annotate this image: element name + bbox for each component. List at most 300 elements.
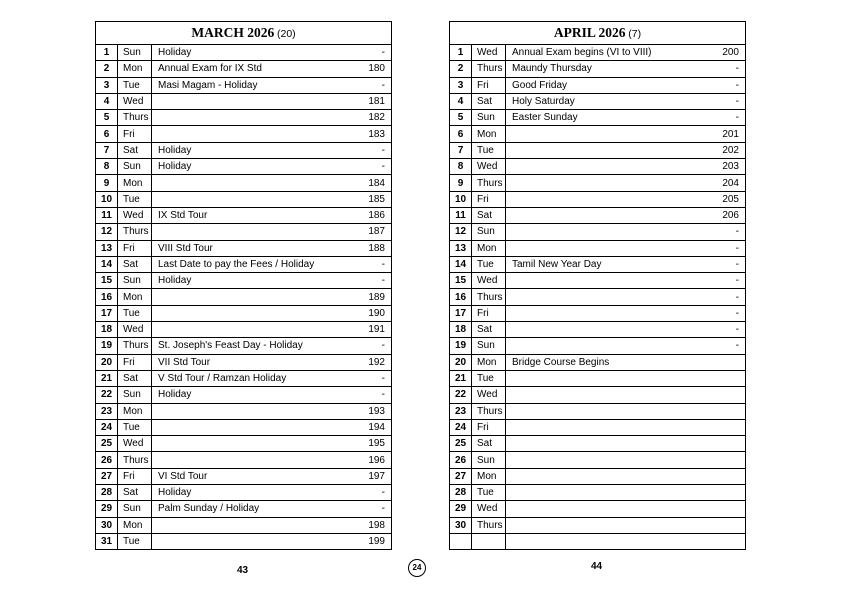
working-day-count: 193 (351, 403, 391, 419)
weekday: Wed (472, 45, 506, 61)
event-text (506, 289, 706, 305)
weekday: Wed (118, 207, 152, 223)
event-text: Holiday (152, 273, 352, 289)
weekday: Sun (118, 45, 152, 61)
event-text (152, 224, 352, 240)
weekday: Sat (472, 207, 506, 223)
date-number: 20 (96, 354, 118, 370)
weekday: Fri (118, 126, 152, 142)
table-row (450, 517, 746, 533)
weekday: Sat (472, 436, 506, 452)
weekday: Thurs (118, 110, 152, 126)
weekday: Thurs (472, 175, 506, 191)
date-number: 29 (96, 501, 118, 517)
table-row (96, 93, 392, 109)
event-text: Tamil New Year Day (506, 256, 706, 272)
month-title: MARCH 2026 (191, 25, 275, 40)
weekday: Fri (472, 305, 506, 321)
weekday: Wed (118, 436, 152, 452)
weekday: Sun (472, 338, 506, 354)
weekday: Mon (118, 61, 152, 77)
table-row (450, 77, 746, 93)
working-day-count (705, 419, 745, 435)
weekday: Fri (472, 419, 506, 435)
table-row (450, 419, 746, 435)
table-row (450, 322, 746, 338)
table-row (96, 403, 392, 419)
date-number: 14 (96, 256, 118, 272)
event-text: VI Std Tour (152, 468, 352, 484)
working-day-count (705, 517, 745, 533)
weekday: Thurs (472, 61, 506, 77)
date-number: 5 (450, 110, 472, 126)
date-number: 19 (96, 338, 118, 354)
working-day-count: 191 (351, 322, 391, 338)
date-number: 2 (96, 61, 118, 77)
date-number: 23 (96, 403, 118, 419)
working-day-count: - (705, 61, 745, 77)
weekday: Tue (472, 256, 506, 272)
working-day-count (705, 533, 745, 549)
table-row (450, 61, 746, 77)
date-number: 25 (96, 436, 118, 452)
table-row (96, 419, 392, 435)
working-day-count: 200 (705, 45, 745, 61)
event-text (506, 452, 706, 468)
event-text (506, 436, 706, 452)
weekday: Tue (472, 370, 506, 386)
working-day-count (705, 468, 745, 484)
date-number: 21 (96, 370, 118, 386)
event-text: Bridge Course Begins (506, 354, 706, 370)
working-day-count (705, 485, 745, 501)
weekday: Mon (472, 126, 506, 142)
table-row (96, 110, 392, 126)
date-number: 16 (450, 289, 472, 305)
march-calendar-table (95, 21, 392, 550)
weekday: Mon (118, 175, 152, 191)
weekday: Sun (118, 273, 152, 289)
date-number: 24 (450, 419, 472, 435)
date-number: 1 (96, 45, 118, 61)
working-day-count (705, 387, 745, 403)
working-day-count (705, 403, 745, 419)
table-row (450, 175, 746, 191)
weekday: Sat (118, 142, 152, 158)
table-row (96, 159, 392, 175)
event-text: Palm Sunday / Holiday (152, 501, 352, 517)
date-number: 22 (450, 387, 472, 403)
weekday: Mon (472, 354, 506, 370)
event-text (506, 224, 706, 240)
date-number: 24 (96, 419, 118, 435)
weekday: Tue (118, 77, 152, 93)
working-day-count: - (351, 256, 391, 272)
working-day-count: 206 (705, 207, 745, 223)
weekday: Mon (472, 468, 506, 484)
working-day-count: 181 (351, 93, 391, 109)
working-day-count: - (705, 322, 745, 338)
weekday: Thurs (472, 403, 506, 419)
table-row (96, 370, 392, 386)
event-text (152, 305, 352, 321)
event-text (152, 93, 352, 109)
weekday: Wed (472, 159, 506, 175)
event-text (506, 517, 706, 533)
table-row (450, 533, 746, 549)
table-row (96, 533, 392, 549)
working-day-count: 187 (351, 224, 391, 240)
table-row (450, 468, 746, 484)
working-day-count: - (351, 142, 391, 158)
event-text (506, 207, 706, 223)
weekday: Tue (118, 419, 152, 435)
table-row (96, 501, 392, 517)
event-text (152, 436, 352, 452)
weekday: Wed (472, 273, 506, 289)
table-row (450, 256, 746, 272)
event-text (506, 370, 706, 386)
table-row (450, 305, 746, 321)
date-number: 22 (96, 387, 118, 403)
event-text (152, 452, 352, 468)
date-number: 6 (450, 126, 472, 142)
date-number: 6 (96, 126, 118, 142)
date-number: 11 (450, 207, 472, 223)
event-text (506, 468, 706, 484)
date-number: 4 (450, 93, 472, 109)
table-row (450, 501, 746, 517)
event-text: VIII Std Tour (152, 240, 352, 256)
event-text (152, 517, 352, 533)
working-day-count: 180 (351, 61, 391, 77)
event-text (506, 403, 706, 419)
table-row (450, 387, 746, 403)
date-number: 15 (96, 273, 118, 289)
event-text: St. Joseph's Feast Day - Holiday (152, 338, 352, 354)
table-row (96, 207, 392, 223)
date-number: 28 (450, 485, 472, 501)
working-day-count: 201 (705, 126, 745, 142)
event-text (506, 533, 706, 549)
date-number: 19 (450, 338, 472, 354)
date-number: 10 (450, 191, 472, 207)
table-row (96, 468, 392, 484)
date-number (450, 533, 472, 549)
event-text (506, 159, 706, 175)
working-day-count (705, 370, 745, 386)
date-number: 25 (450, 436, 472, 452)
table-row (450, 354, 746, 370)
weekday: Tue (118, 191, 152, 207)
weekday: Tue (118, 533, 152, 549)
working-day-count: - (351, 338, 391, 354)
event-text (152, 322, 352, 338)
working-day-count: - (705, 77, 745, 93)
date-number: 27 (96, 468, 118, 484)
weekday (472, 533, 506, 549)
event-text: Maundy Thursday (506, 61, 706, 77)
working-day-count: - (705, 224, 745, 240)
table-row (96, 142, 392, 158)
table-row (450, 403, 746, 419)
table-row (96, 452, 392, 468)
date-number: 18 (96, 322, 118, 338)
event-text: Good Friday (506, 77, 706, 93)
working-day-count: 195 (351, 436, 391, 452)
working-day-count: 188 (351, 240, 391, 256)
table-row (450, 224, 746, 240)
working-days-count: (7) (628, 28, 642, 40)
working-day-count: - (351, 77, 391, 93)
date-number: 16 (96, 289, 118, 305)
weekday: Wed (118, 93, 152, 109)
date-number: 11 (96, 207, 118, 223)
table-row (96, 256, 392, 272)
date-number: 9 (450, 175, 472, 191)
working-day-count: 199 (351, 533, 391, 549)
date-number: 3 (450, 77, 472, 93)
event-text: Holiday (152, 159, 352, 175)
date-number: 5 (96, 110, 118, 126)
table-row (450, 159, 746, 175)
table-row (96, 61, 392, 77)
working-day-count: 205 (705, 191, 745, 207)
date-number: 4 (96, 93, 118, 109)
working-day-count: 189 (351, 289, 391, 305)
date-number: 14 (450, 256, 472, 272)
event-text: IX Std Tour (152, 207, 352, 223)
event-text (506, 191, 706, 207)
working-day-count: 190 (351, 305, 391, 321)
table-row (96, 191, 392, 207)
weekday: Sun (472, 110, 506, 126)
date-number: 26 (96, 452, 118, 468)
table-row (450, 207, 746, 223)
april-rows (450, 45, 746, 550)
table-row (96, 354, 392, 370)
weekday: Thurs (118, 452, 152, 468)
working-day-count: 192 (351, 354, 391, 370)
working-day-count: 184 (351, 175, 391, 191)
event-text: Holy Saturday (506, 93, 706, 109)
table-row (450, 485, 746, 501)
date-number: 21 (450, 370, 472, 386)
working-day-count: - (351, 159, 391, 175)
date-number: 13 (450, 240, 472, 256)
weekday: Mon (118, 289, 152, 305)
weekday: Sat (472, 322, 506, 338)
weekday: Mon (472, 240, 506, 256)
working-day-count: - (705, 305, 745, 321)
table-row (450, 436, 746, 452)
event-text: Holiday (152, 387, 352, 403)
event-text (152, 175, 352, 191)
event-text (152, 126, 352, 142)
event-text (506, 240, 706, 256)
april-calendar-table (449, 21, 746, 550)
weekday: Sun (472, 452, 506, 468)
weekday: Fri (472, 191, 506, 207)
date-number: 7 (96, 142, 118, 158)
weekday: Sat (118, 485, 152, 501)
weekday: Thurs (472, 289, 506, 305)
table-row (450, 240, 746, 256)
date-number: 12 (450, 224, 472, 240)
weekday: Wed (118, 322, 152, 338)
event-text (506, 142, 706, 158)
working-day-count: - (705, 110, 745, 126)
event-text (506, 175, 706, 191)
table-row (450, 452, 746, 468)
working-day-count: 186 (351, 207, 391, 223)
table-row (96, 436, 392, 452)
working-day-count: 185 (351, 191, 391, 207)
event-text (506, 305, 706, 321)
event-text (506, 126, 706, 142)
event-text: Easter Sunday (506, 110, 706, 126)
weekday: Sat (472, 93, 506, 109)
working-day-count: 194 (351, 419, 391, 435)
table-row (450, 93, 746, 109)
table-row (96, 387, 392, 403)
month-title: APRIL 2026 (553, 25, 626, 40)
working-day-count: - (705, 338, 745, 354)
center-page-badge: 24 (408, 559, 426, 577)
table-row (450, 191, 746, 207)
date-number: 17 (96, 305, 118, 321)
working-days-count: (20) (276, 28, 296, 40)
date-number: 29 (450, 501, 472, 517)
date-number: 27 (450, 468, 472, 484)
weekday: Fri (118, 354, 152, 370)
date-number: 30 (450, 517, 472, 533)
event-text (506, 273, 706, 289)
weekday: Wed (472, 387, 506, 403)
table-row (96, 273, 392, 289)
table-row (450, 142, 746, 158)
table-row (450, 289, 746, 305)
date-number: 3 (96, 77, 118, 93)
working-day-count: 198 (351, 517, 391, 533)
working-day-count: - (705, 240, 745, 256)
table-row (96, 126, 392, 142)
working-day-count: - (351, 370, 391, 386)
weekday: Mon (118, 403, 152, 419)
event-text (506, 419, 706, 435)
weekday: Sun (118, 159, 152, 175)
weekday: Tue (472, 485, 506, 501)
weekday: Mon (118, 517, 152, 533)
weekday: Thurs (118, 338, 152, 354)
event-text (152, 110, 352, 126)
event-text: Holiday (152, 142, 352, 158)
weekday: Wed (472, 501, 506, 517)
weekday: Thurs (118, 224, 152, 240)
weekday: Fri (118, 468, 152, 484)
event-text (506, 338, 706, 354)
event-text (506, 485, 706, 501)
event-text: Masi Magam - Holiday (152, 77, 352, 93)
date-number: 30 (96, 517, 118, 533)
event-text: Annual Exam for IX Std (152, 61, 352, 77)
date-number: 15 (450, 273, 472, 289)
weekday: Sat (118, 370, 152, 386)
event-text: V Std Tour / Ramzan Holiday (152, 370, 352, 386)
event-text: Holiday (152, 485, 352, 501)
working-day-count: 183 (351, 126, 391, 142)
event-text (152, 533, 352, 549)
date-number: 7 (450, 142, 472, 158)
weekday: Sat (118, 256, 152, 272)
table-row (96, 175, 392, 191)
working-day-count: - (351, 501, 391, 517)
table-row (450, 273, 746, 289)
table-row (96, 289, 392, 305)
date-number: 18 (450, 322, 472, 338)
date-number: 12 (96, 224, 118, 240)
weekday: Fri (472, 77, 506, 93)
working-day-count: 204 (705, 175, 745, 191)
working-day-count: - (351, 273, 391, 289)
march-rows (96, 45, 392, 550)
march-header (96, 22, 392, 45)
working-day-count (705, 501, 745, 517)
weekday: Fri (118, 240, 152, 256)
weekday: Thurs (472, 517, 506, 533)
date-number: 2 (450, 61, 472, 77)
event-text (506, 387, 706, 403)
april-header (450, 22, 746, 45)
working-day-count: - (705, 256, 745, 272)
table-row (450, 338, 746, 354)
weekday: Tue (472, 142, 506, 158)
weekday: Sun (118, 501, 152, 517)
working-day-count: - (705, 93, 745, 109)
working-day-count: - (351, 485, 391, 501)
date-number: 17 (450, 305, 472, 321)
event-text (152, 289, 352, 305)
working-day-count: 202 (705, 142, 745, 158)
working-day-count (705, 354, 745, 370)
event-text (152, 419, 352, 435)
date-number: 8 (450, 159, 472, 175)
working-day-count: - (351, 45, 391, 61)
table-row (96, 224, 392, 240)
date-number: 23 (450, 403, 472, 419)
date-number: 8 (96, 159, 118, 175)
working-day-count: 197 (351, 468, 391, 484)
event-text: VII Std Tour (152, 354, 352, 370)
event-text (152, 191, 352, 207)
table-row (96, 305, 392, 321)
table-row (96, 485, 392, 501)
event-text (506, 501, 706, 517)
working-day-count: 182 (351, 110, 391, 126)
date-number: 10 (96, 191, 118, 207)
table-row (96, 45, 392, 61)
weekday: Tue (118, 305, 152, 321)
date-number: 28 (96, 485, 118, 501)
right-page-number: 44 (591, 561, 603, 572)
table-row (450, 370, 746, 386)
date-number: 1 (450, 45, 472, 61)
working-day-count: - (705, 289, 745, 305)
table-row (96, 517, 392, 533)
table-row (450, 126, 746, 142)
left-page-number: 43 (237, 565, 249, 576)
table-row (96, 240, 392, 256)
